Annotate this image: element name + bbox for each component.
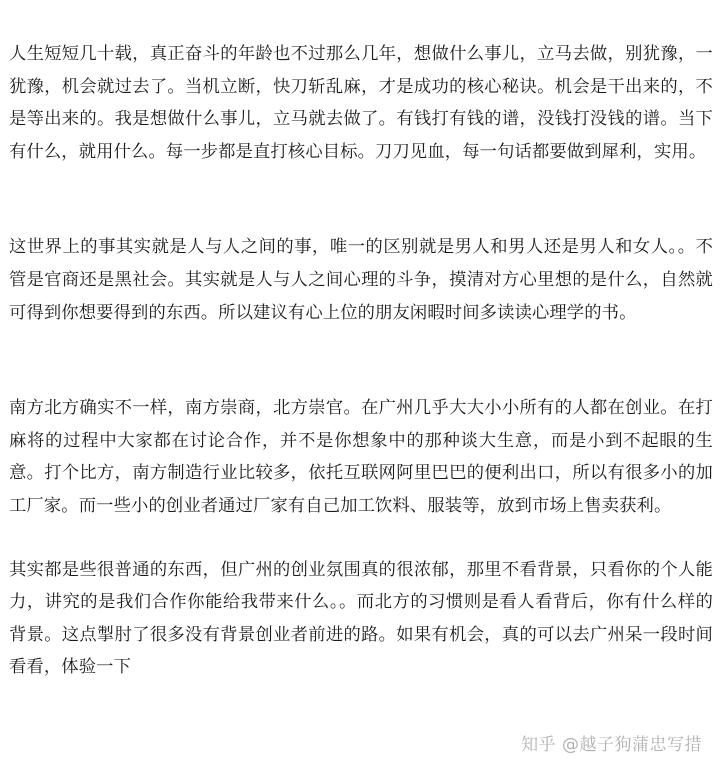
zhihu-watermark: 知乎 @越子狗蒲忠写措: [521, 735, 702, 755]
paragraph-1: 人生短短几十载，真正奋斗的年龄也不过那么几年，想做什么事儿，立马去做，别犹豫，一犹豫，机会就过去了。当机立断，快刀斩乱麻，才是成功的核心秘诀。机会是干出来的，不是等出来的。我是想做什么事儿，立马就去做了。有钱打有钱的谱，没钱打没钱的谱。当下有什么，就用什么。每一步都是直打核心目标。刀刀见血，每一句话都要做到犀利，实用。: [9, 44, 713, 162]
paragraph-4: 其实都是些很普通的东西，但广州的创业氛围真的很浓郁，那里不看背景，只看你的个人能力，讲究的是我们合作你能给我带来什么。。而北方的习惯则是看人看背后，你有什么样的背景。这点掣肘了很多没有背景创业者前进的路。如果有机会，真的可以去广州呆一段时间看看，体验一下: [9, 559, 713, 678]
article-body: [9, 38, 713, 684]
paragraph-2: 这世界上的事其实就是人与人之间的事，唯一的区别就是男人和男人还是男人和女人。。不管是官商还是黑社会。其实就是人与人之间心理的斗争，摸清对方心里想的是什么，自然就可得到你想要得到的东西。所以建议有心上位的朋友闲暇时间多读读心理学的书。: [9, 237, 713, 323]
paragraph-3: 南方北方确实不一样，南方崇商，北方崇官。在广州几乎大大小小所有的人都在创业。在打麻将的过程中大家都在讨论合作，并不是你想象中的那种谈大生意，而是小到不起眼的生意。打个比方，南方制造行业比较多，依托互联网阿里巴巴的便利出口，所以有很多小的加工厂家。而一些小的创业者通过厂家有自己加工饮料、服装等，放到市场上售卖获利。: [9, 398, 713, 516]
